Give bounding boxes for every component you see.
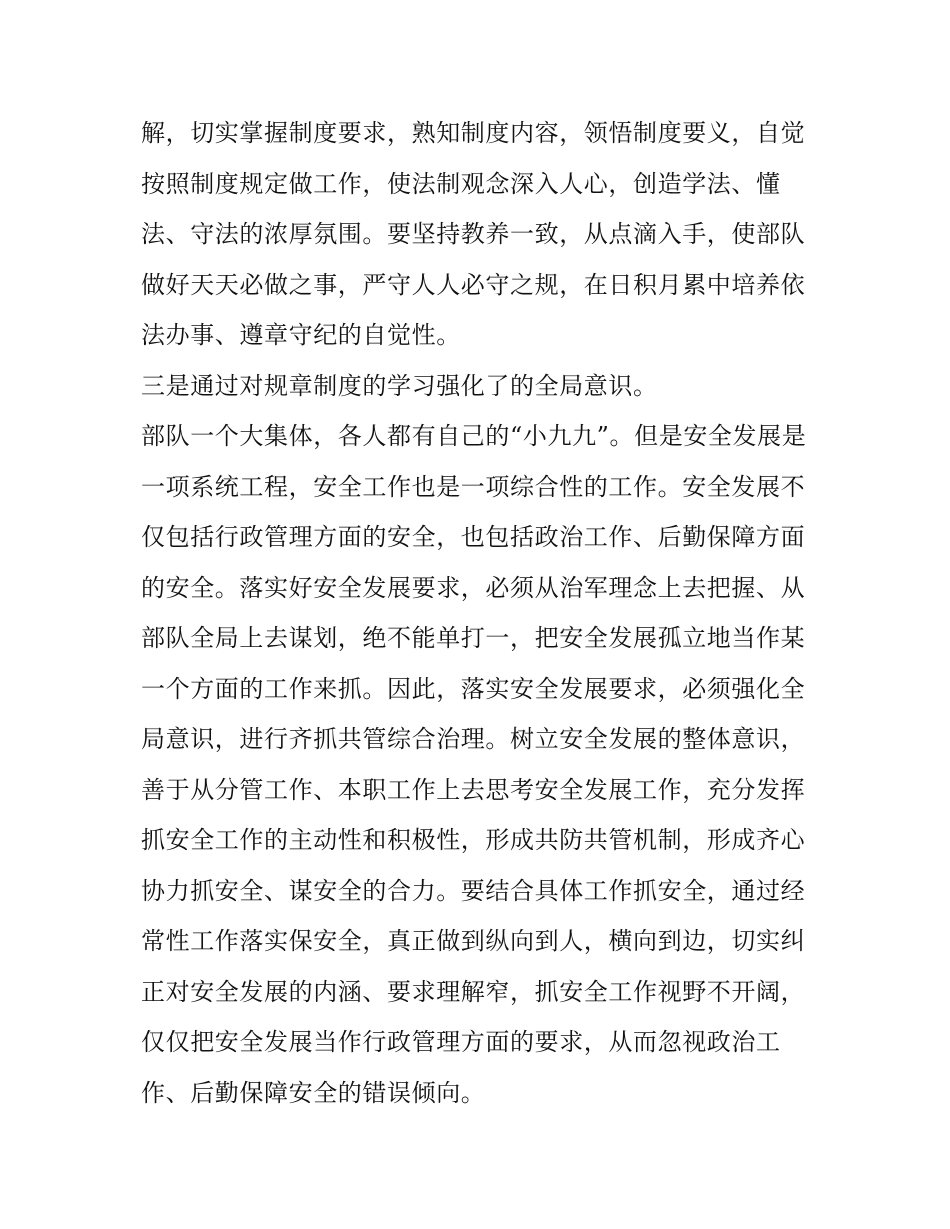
text-line: 法、守法的浓厚氛围。要坚持教养一致，从点滴入手，使部队: [141, 220, 806, 248]
section-heading: 三是通过对规章制度的学习强化了的全局意识。: [141, 371, 658, 400]
text-line: 善于从分管工作、本职工作上去思考安全发展工作，充分发挥: [141, 775, 806, 804]
text-line: 做好天天必做之事，严守人人必守之规，在日积月累中培养依: [141, 270, 806, 299]
text-line: 作、后勤保障安全的错误倾向。: [141, 1078, 486, 1107]
text-line: 仅包括行政管理方面的安全，也包括政治工作、后勤保障方面: [141, 523, 806, 551]
text-line: 一个方面的工作来抓。因此，落实安全发展要求，必须强化全: [141, 674, 806, 703]
text-line: 按照制度规定做工作，使法制观念深入人心，创造学法、懂: [141, 169, 781, 198]
text-line: 一项系统工程，安全工作也是一项综合性的工作。安全发展不: [141, 472, 806, 501]
text-line: 局意识，进行齐抓共管综合治理。树立安全发展的整体意识，: [141, 725, 806, 753]
text-line: 仅仅把安全发展当作行政管理方面的要求，从而忽视政治工: [141, 1028, 781, 1056]
document-body: [141, 108, 821, 1118]
text-line: 正对安全发展的内涵、要求理解窄，抓安全工作视野不开阔，: [141, 977, 806, 1006]
text-line: 法办事、遵章守纪的自觉性。: [141, 321, 461, 349]
text-line: 抓安全工作的主动性和积极性，形成共防共管机制，形成齐心: [141, 826, 806, 854]
text-line: 协力抓安全、谋安全的合力。要结合具体工作抓安全，通过经: [141, 876, 806, 905]
text-line: 解，切实掌握制度要求，熟知制度内容，领悟制度要义，自觉: [141, 119, 806, 147]
text-line: 部队全局上去谋划，绝不能单打一，把安全发展孤立地当作某: [141, 624, 806, 652]
text-line: 的安全。落实好安全发展要求，必须从治军理念上去把握、从: [141, 573, 806, 602]
text-line: 常性工作落实保安全，真正做到纵向到人，横向到边，切实纠: [141, 927, 806, 955]
text-line: 部队一个大集体，各人都有自己的“小九九”。但是安全发展是: [141, 422, 807, 450]
